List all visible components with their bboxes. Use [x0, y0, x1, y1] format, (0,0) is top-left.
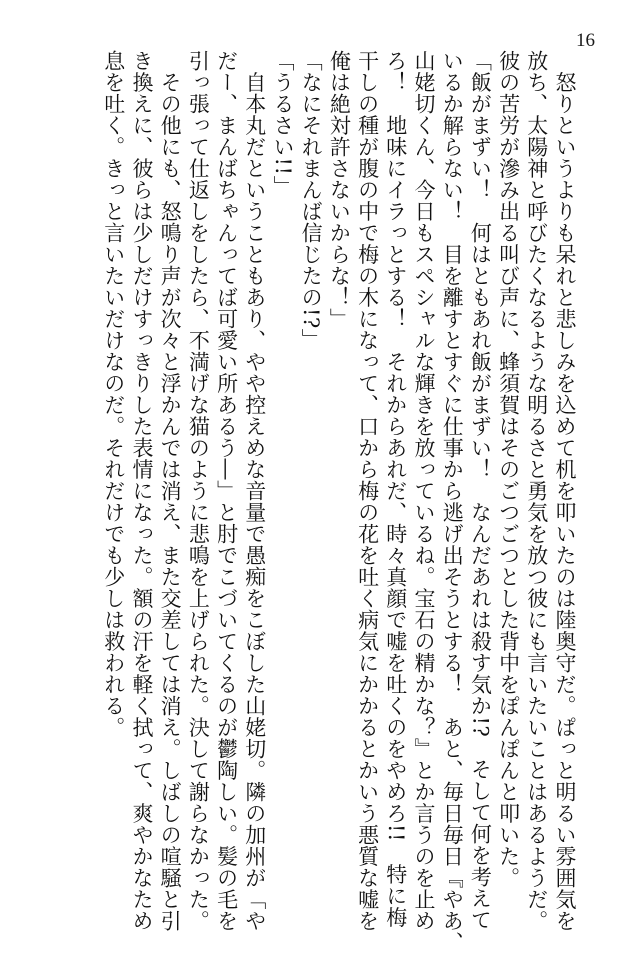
text-line: 息を吐く。きっと言いたいだけなのだ。それだけでも少しは救われる。: [101, 50, 126, 738]
text-line: いるか解らない！ 目を離すとすぐに仕事から逃げ出そうとする！ あと、毎日毎日『やあ、: [440, 50, 465, 953]
page-number: 16: [576, 30, 595, 51]
text-line: 俺は絶対許さないからな！」: [327, 50, 352, 330]
text-line: 自本丸だということもあり、やや控えめな音量で愚痴をこぼした山姥切。隣の加州が「や: [242, 50, 267, 932]
text-line: 干しの種が腹の中で梅の木になって、口から梅の花を吐く病気にかかるとかいう悪質な嘘を: [355, 50, 380, 932]
text-line: だー、まんばちゃんってば可愛い所あるう―」と肘でこづいてくるのが鬱陶しい。髪の毛を: [214, 50, 239, 932]
text-line: 「なにそれまんば信じたの!?」: [299, 50, 324, 351]
text-line: 「うるさい!!」: [270, 50, 295, 197]
text-line: 怒りというよりも呆れと悲しみを込めて机を叩いたのは陸奥守だ。ぱっと明るい雰囲気を: [553, 50, 577, 932]
text-line: き換えに、彼らは少しだけすっきりした表情になった。額の汗を軽く拭って、爽やかなため: [129, 50, 154, 932]
text-line: ろ！ 地味にイラっとする！ それからあれだ、時々真顔で嘘を吐くのをやめろ!! 特に梅: [383, 50, 408, 928]
text-line: 山姥切くん、今日もスペシャルな輝きを放っているね。宝石の精かな？』とか言うのを止め: [411, 50, 436, 932]
text-line: 「飯がまずい！ 何はともあれ飯がまずい！ なんだあれは殺す気か!? そして何を考えて: [468, 50, 493, 931]
text-line: 彼の苦労が滲み出る叫び声に、蜂須賀はそのごつごつとした背中をぽんぽんと叩いた。: [496, 50, 521, 889]
text-line: 引っ張って仕返しをしたら、不満げな猫のように悲鳴を上げられた。決して謝らなかった。: [186, 50, 211, 932]
vertical-text-body: [100, 50, 579, 953]
text-line: その他にも、怒鳴り声が次々と浮かんでは消え、また交差しては消え。しばしの喧騒と引: [158, 50, 183, 932]
text-line: 放ち、太陽神と呼びたくなるような明るさと勇気を放つ彼にも言いたいことはあるようだ。: [524, 50, 549, 932]
